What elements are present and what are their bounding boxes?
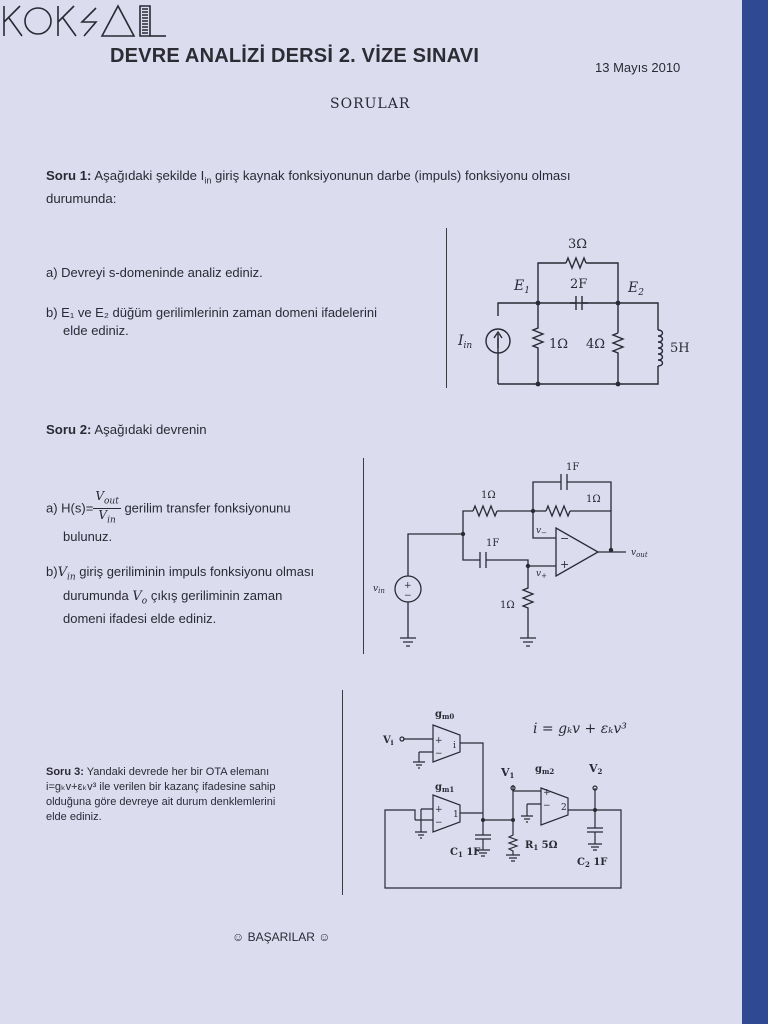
question-2b-line2b: çıkış geriliminin zaman [147, 587, 283, 603]
question-1b-line1: b) E₁ ve E₂ düğüm gerilimlerinin zaman domeni ifadelerini [46, 305, 377, 320]
ota2-out-label: 2 [561, 803, 567, 813]
gm0-label: $g_{m0}$ [435, 709, 455, 721]
gm1-label: $g_{m1}$ [435, 782, 455, 794]
divider-q3 [342, 690, 343, 895]
question-1-line1: Aşağıdaki şekilde I [94, 168, 205, 183]
question-2-intro: Aşağıdaki devrenin [91, 422, 207, 437]
source-plus-sign: + [404, 581, 412, 591]
r-fb-label: 1Ω [586, 494, 601, 505]
gm2-label: $g_{m2}$ [535, 764, 555, 776]
question-1a: a) Devreyi s-domeninde analiz ediniz. [46, 265, 263, 280]
question-1-label: Soru 1: [46, 168, 92, 183]
v1-label: V1 [501, 766, 515, 780]
question-3-text [46, 765, 341, 825]
iin-subscript: in [204, 175, 212, 186]
question-2-label: Soru 2: [46, 422, 92, 437]
r-4ohm-label: 4Ω [586, 337, 606, 352]
ota0-out-label: i [453, 741, 456, 751]
question-2-text [46, 421, 207, 439]
question-2a-line2: bulunuz. [63, 528, 113, 544]
question-1b [46, 304, 446, 340]
circuit-q1 [450, 228, 700, 393]
ota0-plus: + [435, 736, 443, 746]
node-e2-label: $E_2$ [628, 280, 644, 298]
vminus-label: $v_-$ [536, 526, 547, 537]
vout-label: $v_{out}$ [631, 548, 648, 559]
divider-q2 [363, 458, 364, 654]
ota1-out-label: 1 [453, 810, 459, 820]
source-minus-sign: − [404, 591, 412, 601]
fraction-numerator: $V_{out}$ [93, 490, 121, 509]
question-3-label: Soru 3: [46, 766, 84, 778]
question-2b [46, 563, 361, 628]
question-3-line2: i=gₖv+εₖv³ ile verilen bir kazanç ifadesine sahip [46, 781, 276, 793]
r-1ohm-label: 1Ω [549, 337, 569, 352]
r-in-label: 1Ω [481, 490, 496, 501]
c-fb-label: 1F [566, 462, 580, 473]
c-in-label: 1F [486, 538, 500, 549]
ota0-minus: − [435, 749, 443, 759]
c1-label: $C_1$ 1F [450, 847, 481, 859]
r-gnd-label: 1Ω [500, 600, 515, 611]
signature [0, 0, 170, 42]
question-2b-line2a: durumunda [63, 587, 133, 603]
hs-fraction [93, 490, 121, 528]
question-1b-line2: elde ediniz. [63, 323, 129, 338]
ota-formula: i = gₖv + εₖv³ [533, 721, 627, 737]
r1-label: $R_1$ 5Ω [525, 840, 558, 852]
question-2a [46, 490, 361, 546]
vo-handwritten: $V_o$ [132, 588, 148, 607]
exam-date: 13 Mayıs 2010 [595, 60, 681, 75]
vi-label: $V_i$ [383, 735, 394, 747]
ota1-plus: + [435, 805, 443, 815]
node-e1-label: $E_1$ [514, 278, 530, 296]
ota2-minus: − [543, 801, 551, 811]
ota1-minus: − [435, 818, 443, 828]
exam-title: DEVRE ANALİZİ DERSİ 2. VİZE SINAVI [110, 45, 480, 67]
source-iin-label: $I_{in}$ [458, 333, 473, 351]
circuit-q2 [368, 458, 668, 658]
ota2-plus: + [543, 788, 551, 798]
question-3-line3: olduğuna göre devreye ait durum denklemlerini [46, 796, 276, 808]
v2-label: V2 [589, 762, 603, 776]
r-3ohm-label: 3Ω [568, 237, 588, 252]
opamp-plus-sign: + [560, 558, 570, 571]
question-2a-prefix: a) H(s)= [46, 500, 94, 516]
question-2a-suffix: gerilim transfer fonksiyonunu [120, 500, 291, 516]
vplus-label: $v_+$ [536, 569, 547, 580]
question-2b-prefix: b) [46, 564, 58, 579]
question-2b-line3: domeni ifadesi elde ediniz. [63, 611, 217, 627]
divider-q1 [446, 228, 447, 388]
vin-label: $v_{in}$ [373, 584, 385, 595]
opamp-minus-sign: − [560, 532, 570, 545]
question-3-line4: elde ediniz. [46, 811, 102, 823]
vin-handwritten: $V_{in}$ [57, 565, 76, 583]
c-2f-label: 2F [570, 277, 588, 292]
fraction-denominator: $V_{in}$ [98, 508, 116, 526]
question-1-line2: durumunda: [46, 190, 117, 206]
question-1-line1b: giriş kaynak fonksiyonunun darbe (impuls) fonksiyonu olması [211, 168, 571, 183]
question-1-text [46, 167, 706, 208]
footer-good-luck: ☺ BAŞARILAR ☺ [232, 930, 331, 944]
l-5h-label: 5H [670, 341, 690, 356]
section-heading: SORULAR [330, 96, 411, 112]
c2-label: $C_2$ 1F [577, 857, 608, 869]
question-2b-line1: giriş geriliminin impuls fonksiyonu olması [75, 564, 315, 579]
question-3-line1: Yandaki devrede her bir OTA elemanı [83, 766, 270, 778]
circuit-q3 [375, 700, 675, 895]
